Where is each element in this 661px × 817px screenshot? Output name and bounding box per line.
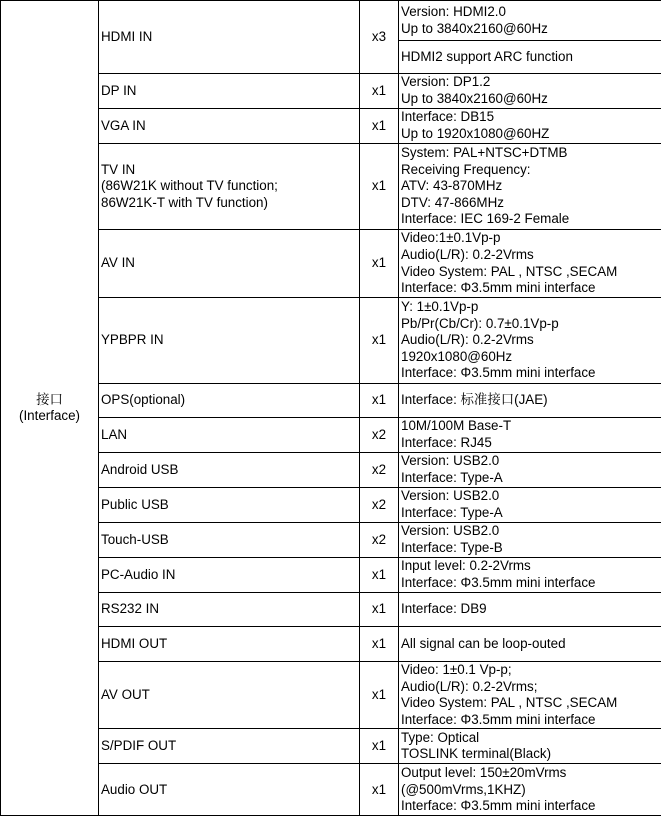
port-quantity: x2 — [360, 488, 399, 523]
spec-line: Interface: Φ3.5mm mini interface — [401, 365, 596, 381]
port-name-line: (86W21K without TV function; — [101, 178, 278, 194]
spec-line: Interface: Type-A — [401, 505, 503, 520]
port-name-pc-audio-in — [99, 558, 360, 593]
port-spec — [399, 764, 661, 816]
port-name-hdmi-in — [99, 1, 360, 74]
spec-line: Up to 3840x2160@60Hz — [401, 91, 548, 106]
table-row — [1, 74, 661, 109]
port-name-android-usb — [99, 453, 360, 488]
table-row — [1, 627, 661, 662]
port-name-tv-in — [99, 144, 360, 230]
port-name-lan — [99, 418, 360, 453]
table-row — [1, 418, 661, 453]
spec-line: Type: Optical — [401, 729, 480, 745]
spec-line: DTV: 47-866MHz — [401, 194, 504, 210]
port-name-line: YPBPR IN — [101, 332, 164, 348]
port-name-public-usb — [99, 488, 360, 523]
spec-line: Interface: DB9 — [401, 601, 487, 617]
spec-line: TOSLINK terminal(Black) — [401, 746, 552, 762]
spec-line: Video:1±0.1Vp-p — [401, 230, 501, 246]
spec-line: Audio(L/R): 0.2-2Vrms — [401, 246, 534, 262]
port-quantity: x1 — [360, 384, 399, 418]
port-name-line: S/PDIF OUT — [101, 738, 177, 754]
spec-line: Interface: RJ45 — [401, 435, 492, 450]
port-spec — [399, 418, 661, 453]
port-name-line: AV OUT — [101, 686, 150, 702]
port-quantity: x1 — [360, 729, 399, 764]
port-quantity: x3 — [360, 1, 399, 74]
port-quantity: x1 — [360, 764, 399, 816]
spec-line: Video: 1±0.1 Vp-p; — [401, 662, 512, 677]
spec-line: Version: HDMI2.0 — [401, 3, 506, 19]
table-row — [1, 488, 661, 523]
spec-line: System: PAL+NTSC+DTMB — [401, 145, 568, 161]
spec-line: All signal can be loop-outed — [401, 635, 566, 651]
port-name-hdmi-out — [99, 627, 360, 662]
port-quantity: x1 — [360, 662, 399, 729]
spec-line: Interface: DB15 — [401, 109, 495, 125]
category-label: (Interface) — [18, 408, 81, 424]
spec-line: Y: 1±0.1Vp-p — [401, 299, 479, 315]
spec-line: Output level: 150±20mVrms — [401, 764, 567, 780]
port-name-line: TV IN — [101, 161, 136, 177]
port-quantity: x1 — [360, 74, 399, 109]
spec-line: Interface: IEC 169-2 Female — [401, 211, 570, 227]
spec-line: Interface: Φ3.5mm mini interface — [401, 280, 596, 296]
port-quantity: x1 — [360, 109, 399, 144]
spec-line: Video System: PAL , NTSC ,SECAM — [401, 263, 618, 279]
spec-line: ATV: 43-870MHz — [401, 178, 503, 194]
table-row — [1, 523, 661, 558]
port-name-s-pdif-out — [99, 729, 360, 764]
port-name-line: Audio OUT — [101, 781, 168, 797]
port-name-line: DP IN — [101, 82, 137, 98]
table-row — [1, 230, 661, 298]
port-name-ops-optional — [99, 384, 360, 418]
port-quantity: x1 — [360, 593, 399, 627]
port-name-line: VGA IN — [101, 117, 146, 133]
table-row — [1, 109, 661, 144]
spec-line: Interface: Type-A — [401, 470, 503, 485]
spec-line: Video System: PAL , NTSC ,SECAM — [401, 695, 618, 711]
table-row — [1, 298, 661, 384]
port-quantity: x1 — [360, 144, 399, 230]
spec-line: Interface: Φ3.5mm mini interface — [401, 798, 596, 814]
spec-line: Interface: 标准接口(JAE) — [401, 392, 548, 408]
table-row — [1, 453, 661, 488]
spec-line: Pb/Pr(Cb/Cr): 0.7±0.1Vp-p — [401, 315, 559, 331]
spec-line: Input level: 0.2-2Vrms — [401, 558, 531, 574]
table-row — [1, 662, 661, 729]
port-spec — [399, 627, 661, 662]
table-row — [1, 384, 661, 418]
port-spec — [399, 74, 661, 109]
spec-line: HDMI2 support ARC function — [401, 48, 573, 64]
spec-line: Interface: Type-B — [401, 540, 503, 555]
port-name-dp-in — [99, 74, 360, 109]
port-name-audio-out — [99, 764, 360, 816]
port-quantity: x1 — [360, 298, 399, 384]
port-quantity: x2 — [360, 418, 399, 453]
port-spec — [399, 523, 661, 558]
spec-line: Version: USB2.0 — [401, 488, 500, 504]
table-row — [1, 144, 661, 230]
port-spec — [399, 298, 661, 384]
spec-line: 10M/100M Base-T — [401, 418, 512, 434]
port-name-line: LAN — [101, 426, 128, 442]
port-name-line: HDMI IN — [101, 28, 153, 44]
port-spec — [399, 488, 661, 523]
category-label: 接口 — [36, 391, 63, 407]
port-name-av-out — [99, 662, 360, 729]
port-quantity: x1 — [360, 627, 399, 662]
spec-line: Interface: Φ3.5mm mini interface — [401, 711, 596, 727]
spec-line: Version: USB2.0 — [401, 523, 500, 539]
port-spec — [399, 41, 661, 74]
table-row — [1, 558, 661, 593]
port-quantity: x2 — [360, 523, 399, 558]
port-spec — [399, 593, 661, 627]
spec-line: 1920x1080@60Hz — [401, 348, 513, 364]
port-spec — [399, 384, 661, 418]
port-spec — [399, 109, 661, 144]
port-name-touch-usb — [99, 523, 360, 558]
port-name-line: PC-Audio IN — [101, 566, 176, 582]
port-name-line: AV IN — [101, 255, 135, 271]
spec-line: Audio(L/R): 0.2-2Vrms — [401, 332, 534, 348]
port-spec — [399, 230, 661, 298]
table-row — [1, 764, 661, 816]
port-spec — [399, 558, 661, 593]
port-spec — [399, 453, 661, 488]
port-name-ypbpr-in — [99, 298, 360, 384]
port-spec — [399, 729, 661, 764]
table-row — [1, 729, 661, 764]
spec-line: Receiving Frequency: — [401, 161, 531, 177]
port-quantity: x2 — [360, 453, 399, 488]
port-name-line: RS232 IN — [101, 601, 160, 617]
category-cell — [1, 1, 99, 816]
port-quantity: x1 — [360, 558, 399, 593]
port-name-line: OPS(optional) — [101, 392, 186, 408]
spec-line: Up to 1920x1080@60HZ — [401, 126, 550, 141]
port-quantity: x1 — [360, 230, 399, 298]
spec-line: Version: DP1.2 — [401, 74, 491, 90]
spec-line: Interface: Φ3.5mm mini interface — [401, 575, 596, 590]
spec-line: Audio(L/R): 0.2-2Vrms; — [401, 678, 538, 694]
port-name-line: Public USB — [101, 496, 169, 512]
port-name-vga-in — [99, 109, 360, 144]
port-name-av-in — [99, 230, 360, 298]
spec-line: Up to 3840x2160@60Hz — [401, 20, 548, 36]
port-spec — [399, 1, 661, 41]
table-row — [1, 1, 661, 41]
port-name-line: 86W21K-T with TV function) — [101, 194, 268, 210]
port-name-line: Android USB — [101, 461, 179, 477]
port-spec — [399, 144, 661, 230]
port-name-line: Touch-USB — [101, 531, 169, 547]
port-name-rs232-in — [99, 593, 360, 627]
port-spec — [399, 662, 661, 729]
table-row — [1, 593, 661, 627]
spec-line: Version: USB2.0 — [401, 453, 500, 469]
spec-line: (@500mVrms,1KHZ) — [401, 781, 526, 797]
port-name-line: HDMI OUT — [101, 635, 168, 651]
